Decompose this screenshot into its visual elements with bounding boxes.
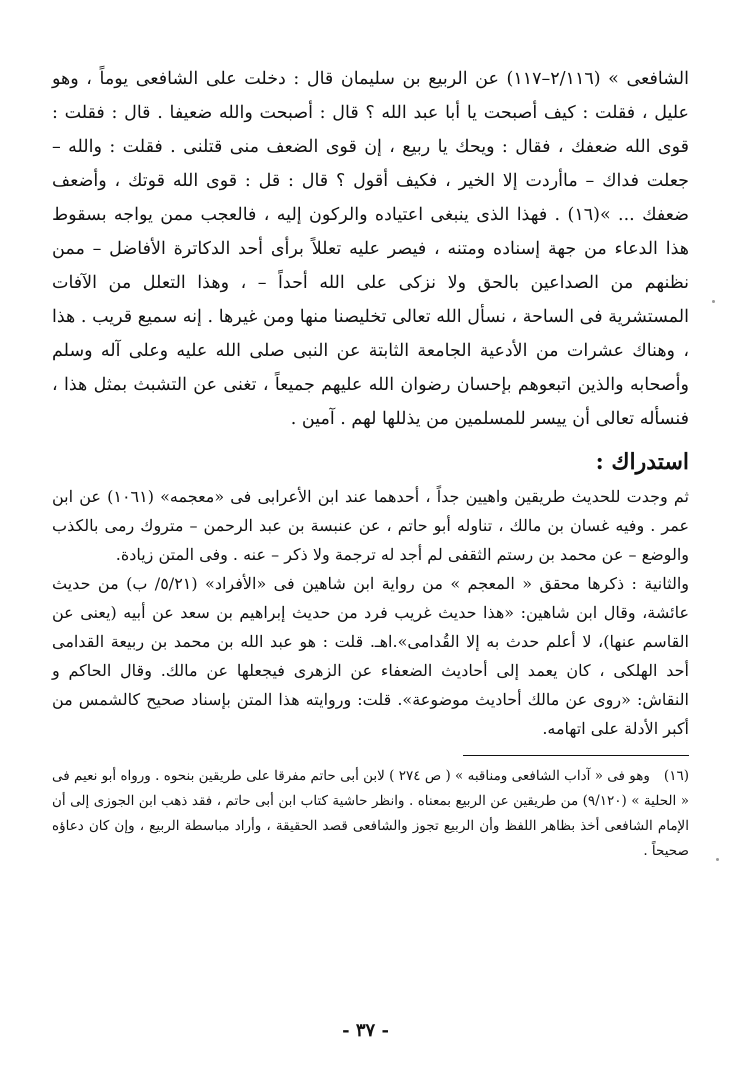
section-paragraph-1: ثم وجدت للحديث طريقين واهيين جداً ، أحدهما عند ابن الأعرابى فى «معجمه» (١٠٦١) عن ابن عمر . وفيه غسان بن مالك ، تناوله أبو حاتم ، عن عنبسة بن عبد الرحمن – متروك رمى بالكذب والوضع – عن محمد بن رستم الثقفى لم أجد له ترجمة ولا ذكر – عنه . وفى المتن زيادة. (52, 487, 689, 564)
document-page (52, 62, 689, 864)
footnote (52, 764, 689, 864)
section-heading-row (52, 442, 689, 482)
page-number: - ٣٧ - (342, 1020, 389, 1041)
scan-speck (712, 300, 715, 303)
footnote-number: (١٦) (663, 768, 689, 784)
scan-speck (716, 858, 719, 861)
footnote-text: وهو فى « آداب الشافعى ومناقبه » ( ص ٢٧٤ ) لابن أبى حاتم مفرقا على طريقين بنحوه . ورواه أبو نعيم فى « الحلية » (٩/١٢٠) من طريقين عن الربيع بمعناه . وانظر حاشية كتاب ابن أبى حاتم ، فقد ذهب ابن الجوزى إلى أن الإمام الشافعى أخذ بظاهر اللفظ وأن الربيع تجوز والشافعى قصد الحقيقة ، وأراد مباسطة الربيع ، وإن كان دعاؤه صحيحاً . (52, 768, 689, 859)
body-paragraph: الشافعى » (٢/١١٦–١١٧) عن الربيع بن سليمان قال : دخلت على الشافعى يوماً ، وهو عليل ، فقلت : كيف أصبحت يا أبا عبد الله ؟ قال : أصبحت والله ضعيفا . قال : فقلت : قوى الله ضعفك ، فقال : ويحك يا ربيع ، إن قوى الضعف منى قتلنى . فقلت : والله – جعلت فداك – ماأردت إلا الخير ، فكيف أقول ؟ قال : قل : قوى الله قوتك ، وأضعف ضعفك ... »(١٦) . فهذا الذى ينبغى اعتياده والركون إليه ، فالعجب ممن يواجه بسقوط هذا الدعاء من جهة إسناده ومتنه ، فيصر عليه تعللاً برأى أحد الدكاترة الأفاضل – ممن نظنهم من الصداعين بالحق ولا نزكى على الله أحداً – ، وهذا التعلل من الآفات المستشرية فى الساحة ، نسأل الله تعالى تخليصنا منها ومن غيرها . إنه سميع قريب . هذا ، وهناك عشرات من الأدعية الجامعة الثابتة عن النبى صلى الله عليه وعلى آله وسلم وأصحابه والذين اتبعوهم بإحسان رضوان الله عليهم جميعاً ، تغنى عن التشبث بمثل هذا ، فنسأله تعالى أن ييسر للمسلمين من يذللها لهم . آمين . (52, 69, 689, 429)
section-heading: استدراك : (595, 449, 689, 475)
section-paragraph-2: والثانية : ذكرها محقق « المعجم » من رواية ابن شاهين فى «الأفراد» (٥/٢١/ ب) من حديث عائشة، وقال ابن شاهين: «هذا حديث غريب فرد من حديث إبراهيم بن سعد عن أبيه (يعنى عن القاسم عنها)، لا أعلم حدث به إلا القُدامى».اهـ. قلت : هو عبد الله بن محمد بن ربيعة القدامى أحد الهلكى ، كان يعمد إلى أحاديث الضعفاء عن الزهرى فيجعلها عن مالك. وقال الحاكم و النقاش: «روى عن مالك أحاديث موضوعة». قلت: وروايته هذا المتن بإسناد صحيح كالشمس من أكبر الأدلة على اتهامه. (52, 574, 690, 738)
footnote-separator (463, 755, 689, 756)
